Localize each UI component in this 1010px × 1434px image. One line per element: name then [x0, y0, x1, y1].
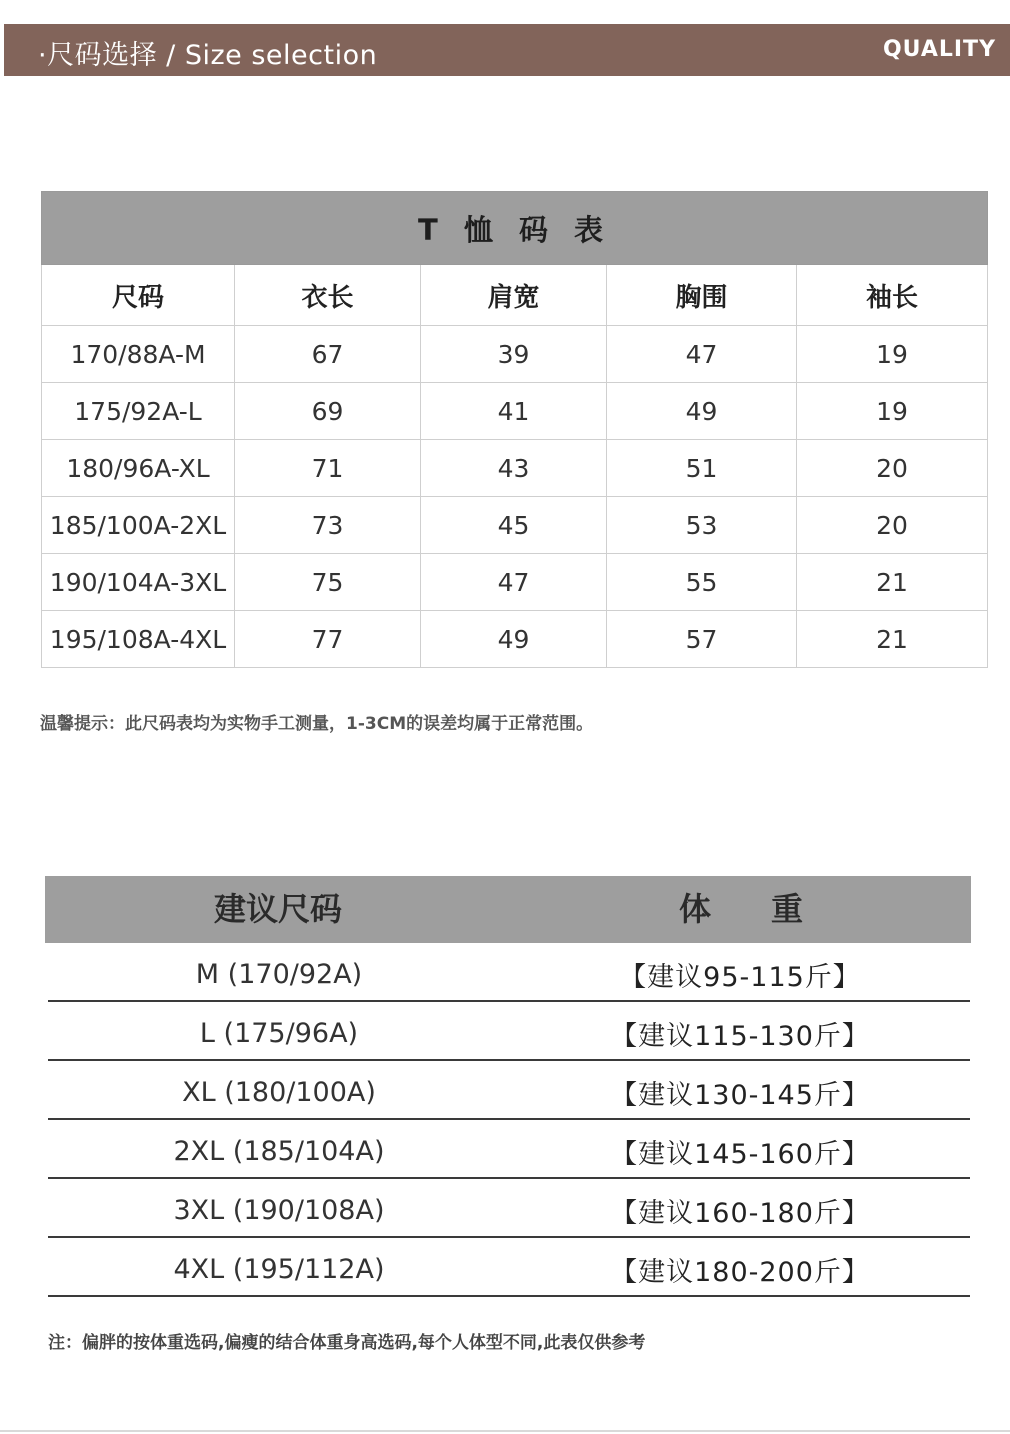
shoulder-cell: 41	[421, 383, 607, 440]
sleeve-cell: 20	[797, 497, 988, 554]
table-row	[48, 1179, 970, 1238]
recommend-table-header	[45, 876, 971, 943]
recommended-size-cell: L (175/96A)	[199, 1018, 359, 1049]
recommended-size-header: 建议尺码	[213, 890, 342, 928]
size-note: 注：偏胖的按体重选码,偏瘦的结合体重身高选码,每个人体型不同,此表仅供参考	[48, 1333, 646, 1353]
recommended-size-cell: 2XL (185/104A)	[173, 1136, 385, 1167]
chest-cell: 47	[607, 326, 797, 383]
header-title: ·尺码选择 / Size selection	[38, 40, 378, 71]
table-row	[42, 554, 988, 611]
table-row	[48, 1061, 970, 1120]
sleeve-cell: 19	[797, 383, 988, 440]
length-cell: 73	[235, 497, 421, 554]
table-row	[48, 1238, 970, 1297]
chest-cell: 53	[607, 497, 797, 554]
length-cell: 69	[235, 383, 421, 440]
shoulder-cell: 47	[421, 554, 607, 611]
shoulder-cell: 39	[421, 326, 607, 383]
size-cell: 190/104A-3XL	[42, 554, 235, 611]
shoulder-cell: 49	[421, 611, 607, 668]
footer-divider	[0, 1430, 1010, 1432]
length-cell: 71	[235, 440, 421, 497]
shoulder-cell: 45	[421, 497, 607, 554]
table-row	[42, 383, 988, 440]
length-cell: 75	[235, 554, 421, 611]
tshirt-size-table	[41, 191, 988, 668]
size-cell: 185/100A-2XL	[42, 497, 235, 554]
table-row	[42, 440, 988, 497]
column-header-length: 衣长	[235, 265, 421, 326]
recommended-size-cell: 3XL (190/108A)	[173, 1195, 385, 1226]
measurement-tip: 温馨提示：此尺码表均为实物手工测量，1-3CM的误差均属于正常范围。	[40, 714, 594, 734]
chest-cell: 57	[607, 611, 797, 668]
table-caption: T 恤 码 表	[42, 192, 988, 265]
table-row	[48, 1120, 970, 1179]
quality-badge: QUALITY	[882, 37, 996, 62]
sleeve-cell: 19	[797, 326, 988, 383]
weight-range-cell: 【建议95-115斤】	[619, 962, 861, 993]
recommended-size-cell: XL (180/100A)	[182, 1077, 376, 1108]
column-header-chest: 胸围	[607, 265, 797, 326]
table-row	[48, 1002, 970, 1061]
weight-range-cell: 【建议115-130斤】	[610, 1021, 870, 1052]
recommended-size-cell: 4XL (195/112A)	[173, 1254, 385, 1285]
weight-range-cell: 【建议180-200斤】	[610, 1257, 870, 1288]
weight-header: 体重	[678, 890, 863, 928]
header-bar	[4, 24, 1010, 76]
size-cell: 175/92A-L	[42, 383, 235, 440]
table-row	[48, 943, 970, 1002]
chest-cell: 55	[607, 554, 797, 611]
size-cell: 180/96A-XL	[42, 440, 235, 497]
weight-range-cell: 【建议130-145斤】	[610, 1080, 870, 1111]
size-cell: 195/108A-4XL	[42, 611, 235, 668]
table-row	[42, 326, 988, 383]
recommend-table	[48, 943, 970, 1297]
column-header-sleeve: 袖长	[797, 265, 988, 326]
length-cell: 67	[235, 326, 421, 383]
table-row	[42, 611, 988, 668]
size-cell: 170/88A-M	[42, 326, 235, 383]
table-row	[42, 497, 988, 554]
recommended-size-cell: M (170/92A)	[195, 959, 363, 990]
column-header-shoulder: 肩宽	[421, 265, 607, 326]
weight-range-cell: 【建议145-160斤】	[610, 1139, 870, 1170]
column-header-size: 尺码	[42, 265, 235, 326]
sleeve-cell: 20	[797, 440, 988, 497]
sleeve-cell: 21	[797, 611, 988, 668]
shoulder-cell: 43	[421, 440, 607, 497]
chest-cell: 51	[607, 440, 797, 497]
chest-cell: 49	[607, 383, 797, 440]
weight-range-cell: 【建议160-180斤】	[610, 1198, 870, 1229]
sleeve-cell: 21	[797, 554, 988, 611]
length-cell: 77	[235, 611, 421, 668]
